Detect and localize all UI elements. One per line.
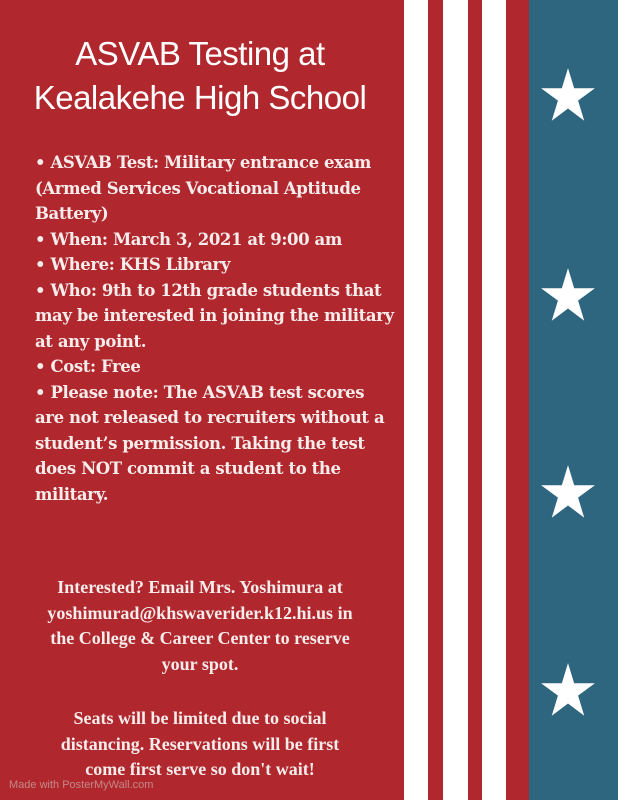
white-stripe: [404, 0, 428, 800]
contact-info: [0, 575, 400, 677]
seats-line-1: Seats will be limited due to social: [73, 708, 327, 728]
bullet-test: • ASVAB Test: Military entrance exam (Armed Services Vocational Aptitude Battery): [35, 153, 371, 223]
watermark: Made with PosterMyWall.com: [9, 779, 154, 791]
bullet-when: • When: March 3, 2021 at 9:00 am: [35, 229, 342, 249]
seats-line-2: distancing. Reservations will be first: [60, 733, 340, 754]
bullet-note: • Please note: The ASVAB test scores are not released to recruiters without a student’s permission. Taking the test does NOT commit a student to the military.: [35, 382, 385, 504]
red-stripe: [506, 0, 529, 800]
contact-line-1: Interested? Email Mrs. Yoshimura at: [57, 577, 343, 597]
title-line-1: ASVAB Testing at: [75, 35, 325, 72]
seating-notice: [0, 706, 400, 783]
contact-line-3: the College & Career Center to reserve: [50, 628, 350, 648]
star-icon: [540, 267, 596, 323]
bullet-who: • Who: 9th to 12th grade students that may be interested in joining the military at any point.: [35, 280, 394, 351]
details-list: [35, 150, 395, 507]
star-icon: [540, 67, 596, 123]
bullet-where: • Where: KHS Library: [35, 255, 231, 274]
star-icon: [540, 464, 596, 520]
star-icon: [540, 662, 596, 718]
bullet-cost: • Cost: Free: [35, 357, 141, 376]
seats-line-3: come first serve so don't wait!: [85, 759, 315, 779]
red-stripe: [468, 0, 482, 800]
poster-title: [0, 32, 400, 120]
contact-email-line: yoshimurad@khswaverider.k12.hi.us in: [47, 602, 353, 623]
title-line-2: Kealakehe High School: [33, 79, 367, 116]
white-stripe: [443, 0, 468, 800]
white-stripe: [482, 0, 506, 800]
contact-line-4: your spot.: [161, 653, 239, 674]
red-stripe: [428, 0, 443, 800]
